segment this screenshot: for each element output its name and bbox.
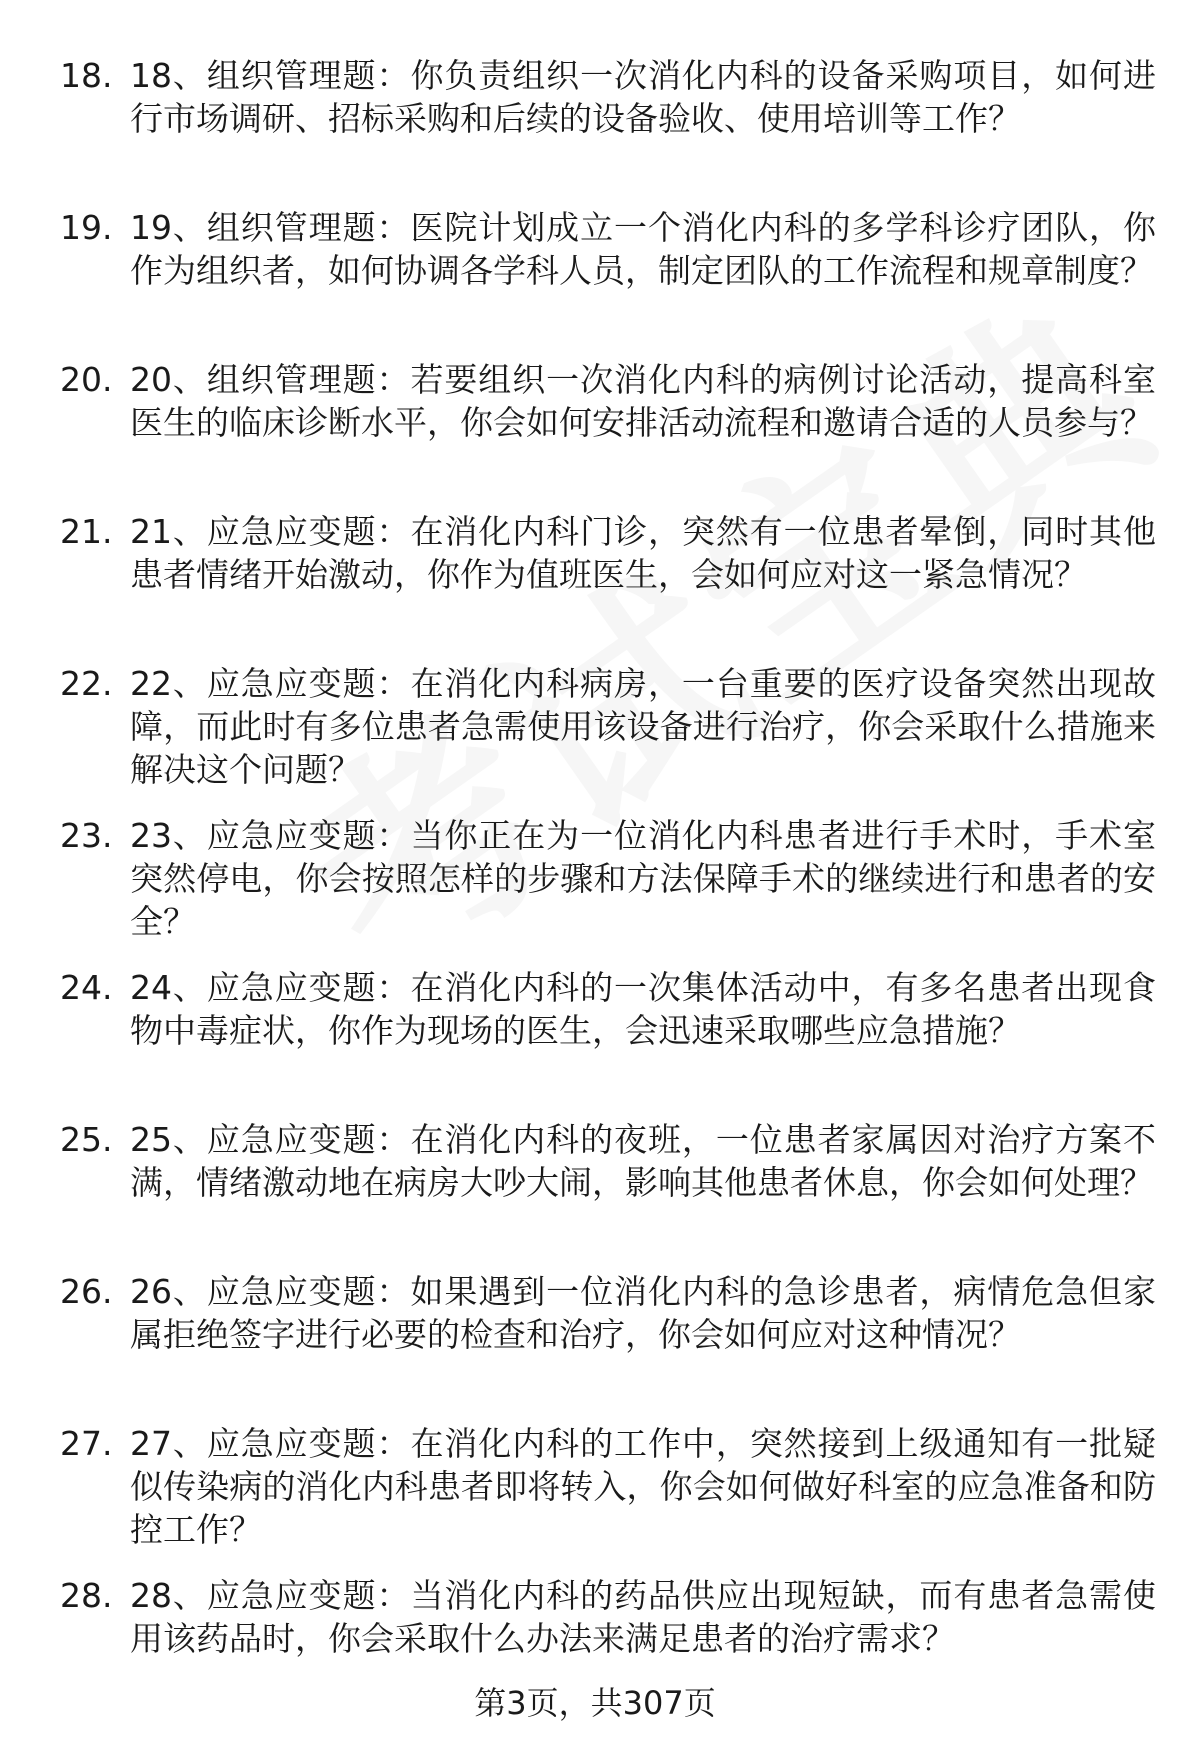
question-text: 28、应急应变题：当消化内科的药品供应出现短缺，而有患者急需使用该药品时，你会采取什么办法来满足患者的治疗需求？ [130, 1576, 1156, 1658]
question-text: 21、应急应变题：在消化内科门诊，突然有一位患者晕倒，同时其他患者情绪开始激动，你作为值班医生，会如何应对这一紧急情况？ [130, 512, 1156, 594]
question-number: 22. [60, 664, 113, 703]
question-text: 26、应急应变题：如果遇到一位消化内科的急诊患者，病情危急但家属拒绝签字进行必要的检查和治疗，你会如何应对这种情况？ [130, 1272, 1156, 1354]
question-number: 24. [60, 968, 113, 1007]
question-item-23 [0, 814, 1190, 966]
question-item-25 [0, 1118, 1190, 1270]
question-number: 21. [60, 512, 113, 551]
question-item-20 [0, 358, 1190, 510]
question-number: 19. [60, 208, 113, 247]
question-number: 28. [60, 1576, 113, 1615]
question-text: 25、应急应变题：在消化内科的夜班，一位患者家属因对治疗方案不满，情绪激动地在病房大吵大闹，影响其他患者休息，你会如何处理？ [130, 1120, 1156, 1202]
question-item-24 [0, 966, 1190, 1118]
question-number: 26. [60, 1272, 113, 1311]
question-item-27 [0, 1422, 1190, 1574]
question-item-22 [0, 662, 1190, 814]
question-text: 18、组织管理题：你负责组织一次消化内科的设备采购项目，如何进行市场调研、招标采购和后续的设备验收、使用培训等工作？ [130, 56, 1156, 138]
question-item-19 [0, 206, 1190, 358]
question-item-26 [0, 1270, 1190, 1422]
question-number: 25. [60, 1120, 113, 1159]
question-text: 19、组织管理题：医院计划成立一个消化内科的多学科诊疗团队，你作为组织者，如何协调各学科人员，制定团队的工作流程和规章制度？ [130, 208, 1156, 290]
question-text: 27、应急应变题：在消化内科的工作中，突然接到上级通知有一批疑似传染病的消化内科患者即将转入，你会如何做好科室的应急准备和防控工作？ [130, 1424, 1156, 1549]
question-number: 18. [60, 56, 113, 95]
question-text: 22、应急应变题：在消化内科病房，一台重要的医疗设备突然出现故障，而此时有多位患者急需使用该设备进行治疗，你会采取什么措施来解决这个问题？ [130, 664, 1156, 789]
question-number: 27. [60, 1424, 113, 1463]
page-footer: 第3页，共307页 [474, 1684, 716, 1722]
question-item-21 [0, 510, 1190, 662]
question-text: 20、组织管理题：若要组织一次消化内科的病例讨论活动，提高科室医生的临床诊断水平，你会如何安排活动流程和邀请合适的人员参与？ [130, 360, 1156, 442]
question-text: 24、应急应变题：在消化内科的一次集体活动中，有多名患者出现食物中毒症状，你作为现场的医生，会迅速采取哪些应急措施？ [130, 968, 1156, 1050]
question-number: 23. [60, 816, 113, 855]
question-item-18 [0, 54, 1190, 206]
question-number: 20. [60, 360, 113, 399]
question-list [0, 54, 1190, 1726]
question-text: 23、应急应变题：当你正在为一位消化内科患者进行手术时，手术室突然停电，你会按照怎样的步骤和方法保障手术的继续进行和患者的安全？ [130, 816, 1156, 941]
